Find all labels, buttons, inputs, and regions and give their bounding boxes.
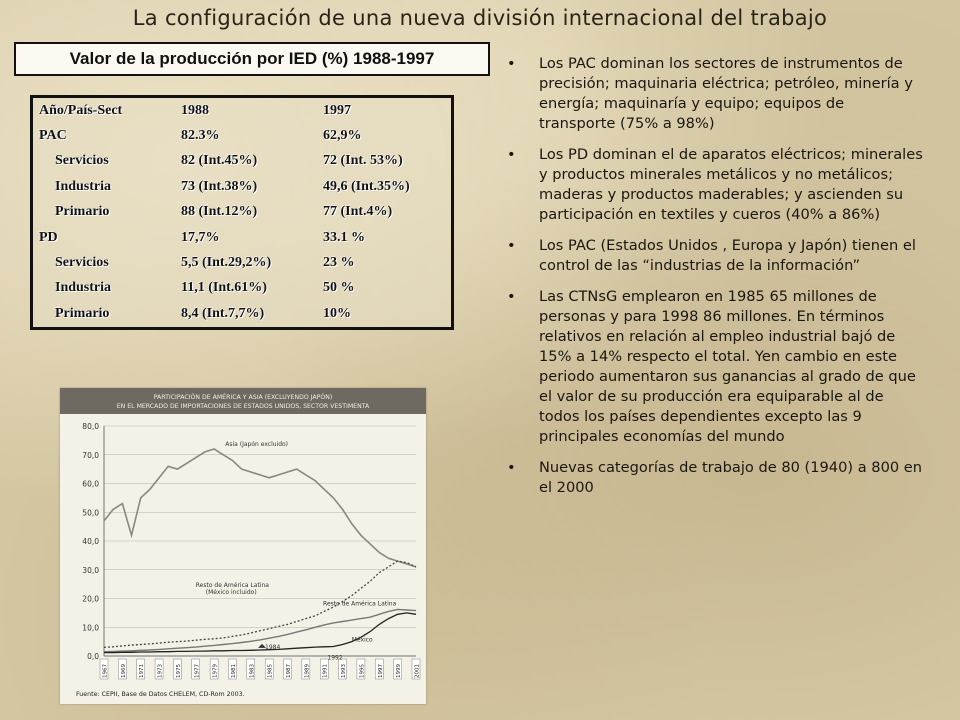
bullet-item: • Las CTNsG emplearon en 1985 65 millones de personas y para 1998 86 millones. En términos relativos en relación al empleo industrial bajó de 15% a 14% respecto el total. Yen cambio en este periodo aumentaron sus ganancias al grado de que el valor de su producción era equiparable al de todos los países dependientes excepto las 9 principales economías del mundo — [507, 288, 916, 445]
table-cell: 82 (Int.45%) — [181, 153, 258, 169]
ied-table — [30, 95, 454, 330]
bullet-marker: • — [507, 55, 516, 72]
x-tick-label: 1995 — [359, 664, 366, 678]
chart-figure — [60, 388, 426, 704]
table-cell: 73 (Int.38%) — [181, 178, 258, 194]
table-cell: 49,6 (Int.35%) — [323, 178, 410, 194]
bullet-marker: • — [507, 146, 516, 163]
table-header-cell: 1997 — [323, 102, 351, 118]
table-cell: Servicios — [55, 153, 109, 169]
table-cell: 62,9% — [323, 128, 362, 144]
bullet-item: • Los PAC (Estados Unidos , Europa y Japón) tienen el control de las “industrias de la información” — [507, 237, 916, 274]
table-cell: 11,1 (Int.61%) — [181, 280, 267, 296]
line-chart — [60, 388, 426, 704]
table-cell: 5,5 (Int.29,2%) — [181, 255, 272, 271]
table-cell: Industria — [55, 178, 112, 194]
table-cell: 23 % — [323, 255, 355, 271]
y-tick-label: 40,0 — [82, 537, 99, 546]
annotation-label: 1984 — [265, 643, 281, 651]
table-row — [32, 276, 453, 301]
x-tick-label: 1969 — [120, 664, 127, 678]
table-row — [32, 149, 453, 174]
y-tick-label: 80,0 — [82, 422, 99, 431]
table-row — [32, 123, 453, 148]
x-tick-label: 1967 — [102, 664, 109, 678]
annotation-label: Resto de América Latina — [323, 600, 397, 608]
annotation-label: Resto de América Latina — [195, 582, 269, 589]
annotation-label: (México incluido) — [205, 589, 257, 596]
table-header-cell: Año/País-Sect — [39, 102, 123, 118]
table-cell: 82.3% — [181, 128, 220, 144]
y-tick-label: 60,0 — [82, 479, 99, 489]
x-tick-label: 1975 — [175, 664, 182, 678]
table-cell: 10% — [323, 305, 351, 321]
x-tick-label: 1985 — [267, 664, 274, 678]
table-cell: Servicios — [55, 255, 109, 271]
table-cell: PD — [39, 229, 58, 245]
x-tick-label: 1979 — [212, 664, 219, 678]
x-tick-label: 1993 — [341, 664, 348, 678]
x-tick-label: 1997 — [377, 664, 384, 678]
y-tick-label: 10,0 — [82, 623, 99, 633]
y-tick-label: 0,0 — [87, 652, 99, 661]
table-row — [32, 174, 453, 199]
table-row — [32, 225, 453, 250]
series-line — [104, 449, 416, 567]
x-tick-label: 1971 — [139, 664, 146, 678]
table-header-cell: 1988 — [181, 102, 209, 118]
y-tick-label: 70,0 — [82, 450, 99, 460]
annotation-label: Asia (Japón excluido) — [225, 441, 289, 449]
bullet-item: • Nuevas categorías de trabajo de 80 (1940) a 800 en el 2000 — [507, 459, 923, 496]
table-header-row — [32, 97, 453, 124]
y-tick-label: 50,0 — [82, 508, 99, 518]
bullet-marker: • — [507, 459, 516, 476]
table-row — [32, 250, 453, 275]
table-cell: 88 (Int.12%) — [181, 204, 258, 220]
chart-header-band — [60, 388, 426, 414]
table-cell: 72 (Int. 53%) — [323, 153, 403, 169]
table-cell: 17,7% — [181, 229, 220, 245]
x-tick-label: 1987 — [286, 664, 293, 678]
table-cell: 77 (Int.4%) — [323, 204, 393, 220]
table-cell: 8,4 (Int.7,7%) — [181, 305, 265, 321]
bullet-item: • Los PAC dominan los sectores de instrumentos de precisión; maquinaria eléctrica; petróleo, minería y energía; maquinaría y equipo; equipos de transporte (75% a 98%) — [507, 55, 913, 132]
bullet-list — [505, 54, 925, 509]
table-cell: 50 % — [323, 280, 355, 296]
x-tick-label: 2001 — [414, 664, 421, 678]
x-tick-label: 1981 — [230, 664, 237, 678]
table-row — [32, 301, 453, 328]
y-tick-label: 20,0 — [82, 594, 99, 604]
table-cell: Industria — [55, 280, 112, 296]
annotation-label: 1992 — [327, 654, 343, 662]
bullet-marker: • — [507, 237, 516, 254]
table-cell: Primario — [55, 305, 110, 321]
table-cell: 33.1 % — [323, 229, 365, 245]
y-tick-label: 30,0 — [82, 565, 99, 575]
chart-source: Fuente: CEPII, Base de Datos CHELEM, CD-Rom 2003. — [76, 691, 245, 698]
bullet-item: • Los PD dominan el de aparatos eléctricos; minerales y productos minerales metálicos y no metálicos; maderas y productos maderables; y ascienden su participación en textiles y cueros (40% a 86%) — [507, 146, 923, 223]
x-tick-label: 1977 — [194, 664, 201, 678]
table-cell: PAC — [39, 128, 67, 144]
table-title: Valor de la producción por IED (%) 1988-1997 — [14, 42, 490, 76]
bullet-marker: • — [507, 288, 516, 305]
table-row — [32, 200, 453, 225]
chart-title-line: PARTICIPACIÓN DE AMÉRICA Y ASIA (EXCLUYENDO JAPÓN) — [153, 394, 333, 401]
annotation-label: México — [351, 636, 373, 644]
x-tick-label: 1973 — [157, 664, 164, 678]
table-cell: Primario — [55, 204, 110, 220]
x-tick-label: 1983 — [249, 664, 256, 678]
page-title: La configuración de una nueva división internacional del trabajo — [132, 6, 828, 30]
x-tick-label: 1989 — [304, 664, 311, 678]
x-tick-label: 1999 — [396, 664, 403, 678]
chart-title-line: EN EL MERCADO DE IMPORTACIONES DE ESTADOS UNIDOS, SECTOR VESTIMENTA — [116, 403, 370, 410]
x-tick-label: 1991 — [322, 664, 329, 678]
